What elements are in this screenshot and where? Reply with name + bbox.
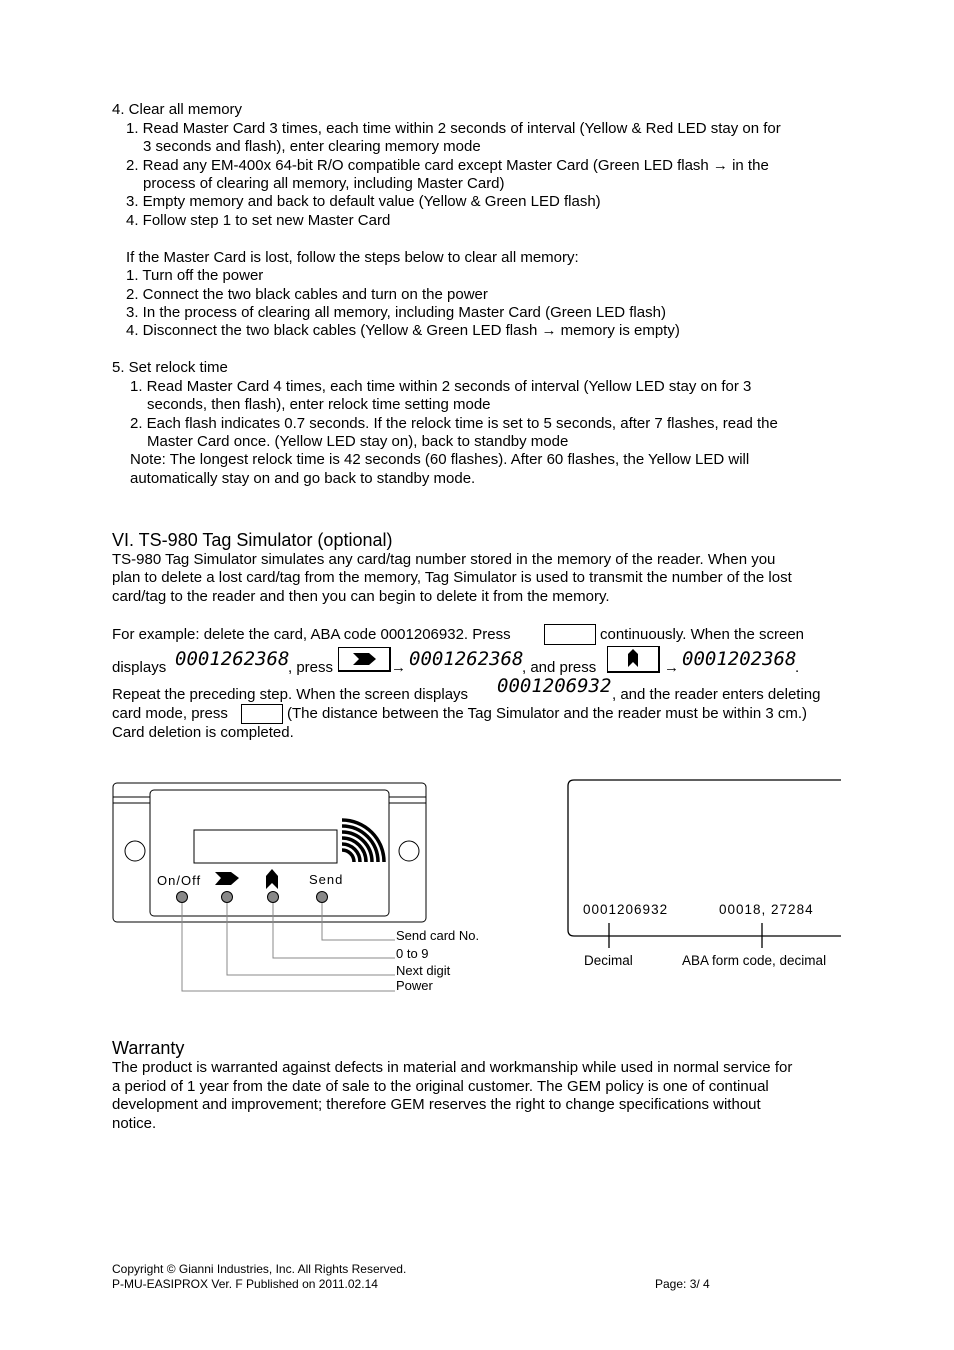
tag-simulator-diagram [100,775,500,1000]
lost-step-1: 1. Turn off the power [126,267,264,284]
warranty-line-3: development and improvement; therefore GEM reserves the right to change specifications without [112,1096,761,1113]
card-decimal-number: 0001206932 [583,902,669,917]
clear-memory-heading: 4. Clear all memory [112,101,243,118]
footer-doc-id: P-MU-EASIPROX Ver. F Published on 2011.02.14 [112,1277,378,1291]
warranty-heading: Warranty [112,1038,185,1058]
mount-hole-right [399,841,419,861]
card-diagram [560,772,850,977]
clear-step-3: 3. Empty memory and back to default value (Yellow & Green LED flash) [126,193,601,210]
led-send [317,892,328,903]
lcd-reading-3: 0001202368 [682,648,797,670]
arrow-2: → [664,659,679,676]
lost-step-4: 4. Disconnect the two black cables (Yellow & Green LED flash → memory is empty) [126,322,680,339]
device-send-label: Send [309,872,344,887]
led-power [177,892,188,903]
clear-step-2: 2. Read any EM-400x 64-bit R/O compatible card except Master Card (Green LED flash → in the [126,157,769,174]
lcd-reading-1: 0001262368 [175,648,290,670]
example-press: , press [288,659,334,676]
warranty-line-1: The product is warranted against defects in material and workmanship while used in normal service for [112,1059,793,1076]
lcd-reading-4: 0001206932 [497,675,612,697]
callout-0-to-9: 0 to 9 [396,946,429,961]
example-displays: displays [112,659,167,676]
card-label-decimal: Decimal [584,953,633,968]
clear-step-1: 1. Read Master Card 3 times, each time within 2 seconds of interval (Yellow & Red LED stay on for [126,120,781,137]
relock-step-2: 2. Each flash indicates 0.7 seconds. If the relock time is set to 5 seconds, after 7 flashes, read the [130,415,778,432]
led-next-digit [222,892,233,903]
example-deleting: , and the reader enters deleting [612,686,821,703]
clear-step-4: 4. Follow step 1 to set new Master Card [126,212,391,229]
relock-heading: 5. Set relock time [112,359,228,376]
simulator-intro-2: plan to delete a lost card/tag from the memory, Tag Simulator is used to transmit the number of the lost [112,569,792,586]
device-up-icon [266,869,278,889]
relock-note-cont: automatically stay on and go back to standby mode. [130,470,476,487]
onoff-button-box [544,624,596,645]
example-and-press: , and press [522,659,597,676]
callout-power: Power [396,978,433,993]
example-completed: Card deletion is completed. [112,724,294,741]
relock-step-2-cont: Master Card once. (Yellow LED stay on), back to standby mode [147,433,569,450]
footer-copyright: Copyright © Gianni Industries, Inc. All Rights Reserved. [112,1262,407,1276]
callout-next-digit: Next digit [396,963,451,978]
lcd-window [194,830,337,863]
relock-step-1: 1. Read Master Card 4 times, each time within 2 seconds of interval (Yellow LED stay on for 3 [130,378,752,395]
example-repeat: Repeat the preceding step. When the screen displays [112,686,469,703]
lcd-reading-2: 0001262368 [409,648,524,670]
clear-step-2-cont: process of clearing all memory, including Master Card) [143,175,505,192]
simulator-heading: VI. TS-980 Tag Simulator (optional) [112,530,393,550]
example-card-mode: card mode, press [112,705,228,722]
send-button-box [241,704,283,724]
relock-note: Note: The longest relock time is 42 seconds (60 flashes). After 60 flashes, the Yellow LED will [130,451,750,468]
up-digit-button-box [607,646,660,673]
mount-hole-left [125,841,145,861]
warranty-line-4: notice. [112,1115,157,1132]
clear-step-1-cont: 3 seconds and flash), enter clearing memory mode [143,138,481,155]
example-line-1: For example: delete the card, ABA code 0001206932. Press [112,626,511,643]
led-digit [268,892,279,903]
up-arrow-icon [608,647,658,671]
footer-page-number: Page: 3/ 4 [655,1277,710,1291]
card-aba-number: 00018, 27284 [719,902,814,917]
card-label-aba: ABA form code, decimal [682,953,827,968]
callout-send-card: Send card No. [396,928,480,943]
example-period: . [795,659,800,676]
example-line-1-end: continuously. When the screen [600,626,805,643]
lost-card-intro: If the Master Card is lost, follow the steps below to clear all memory: [126,249,579,266]
example-distance: (The distance between the Tag Simulator and the reader must be within 3 cm.) [287,705,807,722]
arrow-1: → [391,659,406,676]
lost-step-2: 2. Connect the two black cables and turn on the power [126,286,488,303]
device-onoff-label: On/Off [157,873,202,888]
device-next-icon [215,872,239,885]
next-digit-button-box [338,647,391,672]
simulator-intro-3: card/tag to the reader and then you can begin to delete it from the memory. [112,588,610,605]
warranty-line-2: a period of 1 year from the date of sale to the original customer. The GEM policy is one of continual [112,1078,769,1095]
relock-step-1-cont: seconds, then flash), enter relock time setting mode [147,396,491,413]
wireless-signal-icon [342,820,384,862]
lost-step-3: 3. In the process of clearing all memory, including Master Card (Green LED flash) [126,304,666,321]
simulator-intro-1: TS-980 Tag Simulator simulates any card/tag number stored in the memory of the reader. When you [112,551,776,568]
chevron-right-icon [339,648,389,670]
